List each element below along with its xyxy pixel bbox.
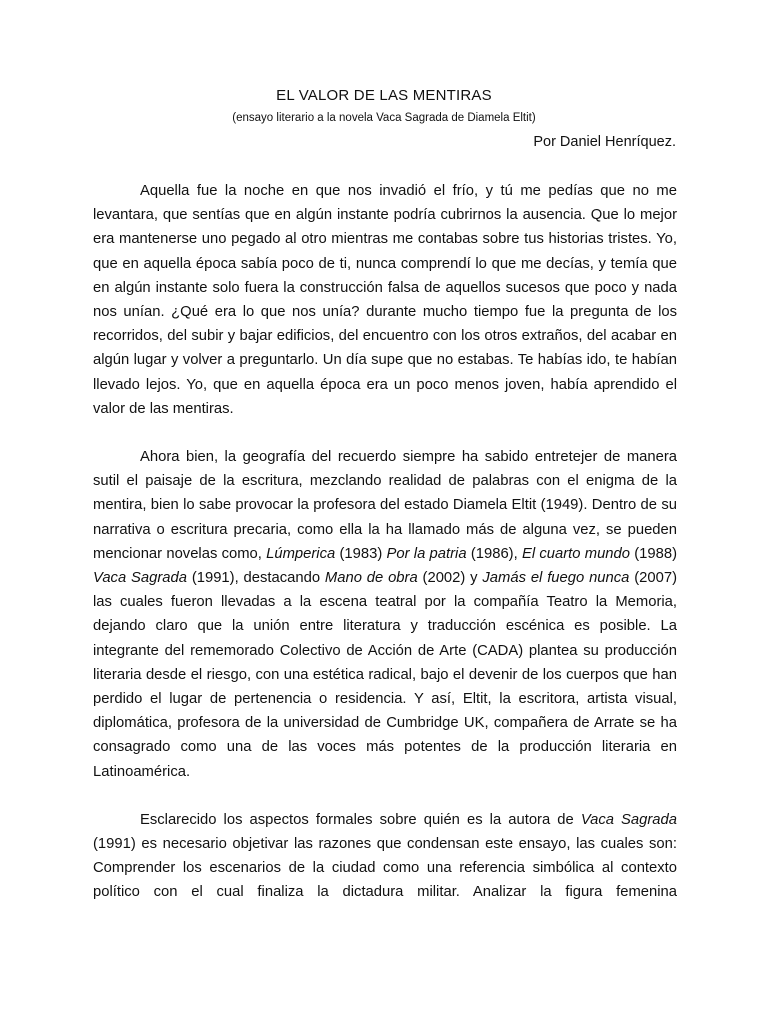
document-subtitle: (ensayo literario a la novela Vaca Sagrada de Diamela Eltit) (232, 112, 536, 124)
italic-title-text: Vaca Sagrada (580, 811, 678, 828)
paragraph-text: (1986), (466, 545, 522, 562)
paragraph-text: Aquella fue la noche en que nos invadió el frío, y tú me pedías que no me levantara, que sentías que en algún instante podría cubrirnos la ausencia. Que lo mejor era mantenerse uno pegado al otro mientras me contabas sobre tus historias tristes. Yo, que en aquella época sabía poco de ti, nunca comprendí lo que me decías, y temía que en algún instante solo fuera la construcción falsa de aquellos sucesos que poco y nada nos unían. ¿Qué era lo que nos unía? durante mucho tiempo fue la pregunta de los recorridos, del subir y bajar edificios, del encuentro con los otros extraños, del acabar en algún lugar y volver a preguntarlo. Un día supe que no estabas. Te habías ido, te habían llevado lejos. Yo, que en aquella época era un poco menos joven, había aprendido el valor de las mentiras. (93, 183, 677, 417)
italic-title-text: Por la patria (386, 545, 467, 562)
document-body (93, 179, 677, 905)
italic-title-text: Vaca Sagrada (93, 570, 187, 587)
paragraph-2 (93, 445, 677, 784)
italic-title-text: Lúmperica (266, 545, 336, 562)
paragraph-text: (1991) es necesario objetivar las razones que condensan este ensayo, las cuales son: Comprender los escenarios de la ciudad como una referencia simbólica al contexto político con el cual finaliza la dictadura militar. Analizar la figura femenina (93, 836, 677, 901)
paragraph-text: (2007) las cuales fueron llevadas a la escena teatral por la compañía Teatro la Memoria, dejando claro que la unión entre literatura y traducción escénica es posible. La integrante del rememorado Colectivo de Acción de Arte (CADA) plantea su producción literaria desde el riesgo, con una estética radical, bajo el devenir de los cuerpos que han perdido el lugar de pertenencia o residencia. Y así, Eltit, la escritora, artista visual, diplomática, profesora de la universidad de Cumbridge UK, compañera de Arrate se ha consagrado como una de las voces más potentes de la producción literaria en Latinoamérica. (93, 570, 678, 780)
paragraph-text: (1983) (335, 545, 387, 562)
paragraph-1 (93, 179, 677, 421)
paragraph-text: Ahora bien, la geografía del recuerdo siempre ha sabido entretejer de manera sutil el paisaje de la escritura, mezclando realidad de palabras con el enigma de la mentira, bien lo sabe provocar la profesora del estado Diamela Eltit (1949). Dentro de su narrativa o escritura precaria, como ella la ha llamado más de alguna vez, se pueden mencionar novelas como, (93, 449, 677, 562)
paragraph-text: (2002) y (417, 570, 483, 587)
paragraph-3 (93, 808, 677, 905)
italic-title-text: Jamás el fuego nunca (482, 570, 630, 587)
paragraph-text: Esclarecido los aspectos formales sobre quién es la autora de (140, 811, 581, 828)
paragraph-text: (1988) (630, 545, 678, 562)
paragraph-text: (1991), destacando (186, 570, 325, 587)
italic-title-text: El cuarto mundo (521, 545, 630, 562)
document-title: EL VALOR DE LAS MENTIRAS (276, 87, 492, 104)
italic-title-text: Mano de obra (324, 570, 418, 587)
document-author: Por Daniel Henríquez. (533, 134, 676, 150)
